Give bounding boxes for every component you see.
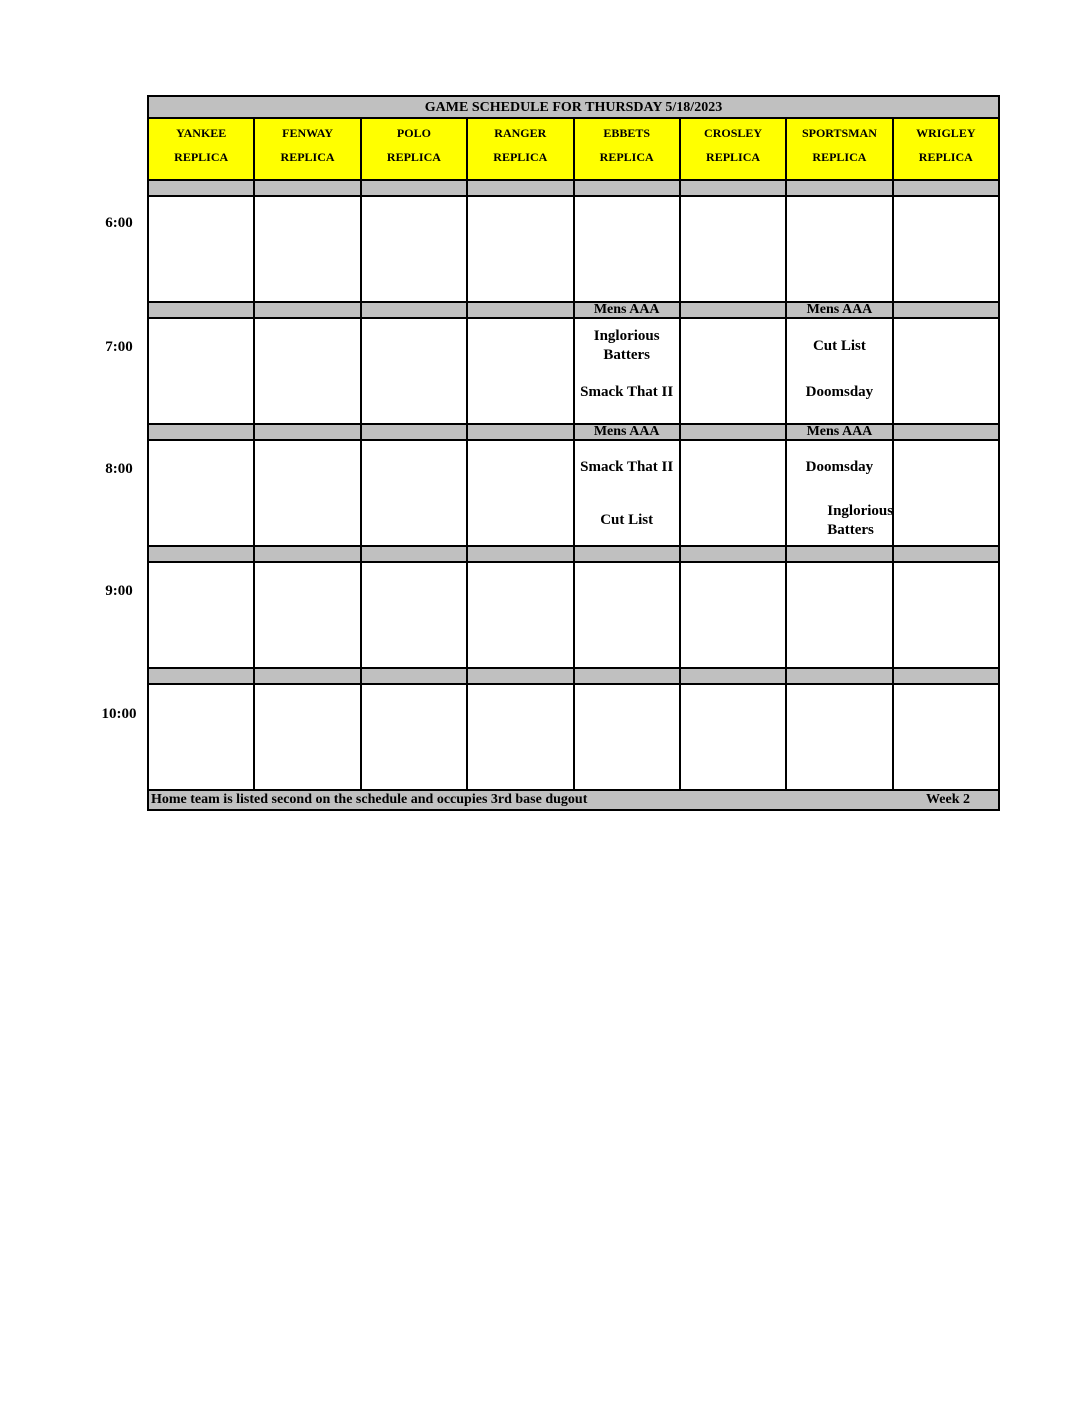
- game-cell: [468, 685, 572, 789]
- game-cell: [894, 319, 998, 423]
- footer-note: Home team is listed second on the schedule and occupies 3rd base dugout: [151, 792, 588, 807]
- separator-cell: [149, 547, 253, 561]
- field-header-sportsman: [787, 119, 891, 179]
- separator-row-6: [149, 181, 998, 195]
- game-cell: [894, 197, 998, 301]
- division-label-sportsman-7: Mens AAA: [787, 303, 891, 317]
- separator-cell: [575, 181, 679, 195]
- separator-cell: [894, 669, 998, 683]
- game-cell: [149, 441, 253, 545]
- game-cell-ebbets-8: [575, 441, 679, 545]
- field-sub: REPLICA: [493, 150, 548, 164]
- separator-cell: [362, 669, 466, 683]
- slot-row-8: [149, 441, 998, 545]
- game-cell: [681, 319, 785, 423]
- home-team: Inglorious Batters: [827, 503, 894, 538]
- field-name: YANKEE: [176, 126, 227, 140]
- separator-cell: [362, 547, 466, 561]
- field-header-ebbets: [575, 119, 679, 179]
- field-header-fenway: [255, 119, 359, 179]
- separator-cell: [894, 181, 998, 195]
- separator-cell: [894, 425, 998, 439]
- field-sub: REPLICA: [174, 150, 229, 164]
- separator-cell: [681, 425, 785, 439]
- game-cell: [149, 319, 253, 423]
- division-label-ebbets-7: Mens AAA: [575, 303, 679, 317]
- game-cell-sportsman-7: [787, 319, 891, 423]
- field-header-yankee: [149, 119, 253, 179]
- field-header-wrigley: [894, 119, 998, 179]
- game-cell: [468, 197, 572, 301]
- separator-cell: [681, 181, 785, 195]
- game-cell: [362, 197, 466, 301]
- field-name: SPORTSMAN: [801, 126, 877, 140]
- separator-row-10: [149, 669, 998, 683]
- away-team: Cut List: [812, 338, 866, 354]
- separator-cell: [255, 303, 359, 317]
- separator-cell: [255, 425, 359, 439]
- field-header-crosley: [681, 119, 785, 179]
- slot-row-10: [149, 685, 998, 789]
- separator-cell: [575, 669, 679, 683]
- home-team: Cut List: [600, 512, 654, 528]
- game-cell-ebbets-7: [575, 319, 679, 423]
- game-cell: [255, 563, 359, 667]
- away-team: Inglorious Batters: [593, 328, 660, 363]
- game-cell: [894, 563, 998, 667]
- home-team: Doomsday: [805, 384, 874, 400]
- game-cell: [468, 441, 572, 545]
- field-sub: REPLICA: [706, 150, 761, 164]
- separator-cell: [362, 181, 466, 195]
- field-name: POLO: [396, 126, 431, 140]
- separator-cell: [787, 669, 891, 683]
- separator-cell: [149, 425, 253, 439]
- game-cell: [575, 197, 679, 301]
- schedule-title: GAME SCHEDULE FOR THURSDAY 5/18/2023: [149, 97, 998, 119]
- separator-cell: [894, 303, 998, 317]
- field-header-ranger: [468, 119, 572, 179]
- slot-row-7: [149, 319, 998, 423]
- separator-cell: [468, 425, 572, 439]
- game-cell: [255, 685, 359, 789]
- separator-cell: [149, 669, 253, 683]
- field-sub: REPLICA: [812, 150, 867, 164]
- field-name: WRIGLEY: [916, 126, 976, 140]
- game-cell: [787, 197, 891, 301]
- game-cell: [894, 685, 998, 789]
- separator-cell: [681, 669, 785, 683]
- field-header-polo: [362, 119, 466, 179]
- field-name: CROSLEY: [704, 126, 763, 140]
- game-cell: [255, 197, 359, 301]
- game-cell: [681, 197, 785, 301]
- game-cell: [681, 441, 785, 545]
- field-name: RANGER: [494, 126, 547, 140]
- slot-row-9: [149, 563, 998, 667]
- game-cell: [681, 685, 785, 789]
- game-cell: [149, 685, 253, 789]
- game-cell: [149, 563, 253, 667]
- week-label: Week 2: [926, 792, 970, 807]
- separator-cell: [468, 181, 572, 195]
- game-cell: [362, 319, 466, 423]
- time-label-7: 7:00: [105, 339, 133, 355]
- game-cell: [255, 319, 359, 423]
- away-team: Smack That II: [580, 459, 674, 475]
- separator-cell: [894, 547, 998, 561]
- game-cell: [787, 563, 891, 667]
- division-label-sportsman-8: Mens AAA: [787, 425, 891, 439]
- separator-cell: [149, 303, 253, 317]
- time-label-9: 9:00: [105, 583, 133, 599]
- separator-cell: [468, 547, 572, 561]
- time-label-8: 8:00: [105, 461, 133, 477]
- separator-cell: [149, 181, 253, 195]
- separator-cell: [681, 547, 785, 561]
- separator-cell: [468, 303, 572, 317]
- separator-cell: [575, 547, 679, 561]
- field-sub: REPLICA: [280, 150, 335, 164]
- field-sub: REPLICA: [918, 150, 973, 164]
- game-cell: [575, 685, 679, 789]
- separator-cell: [468, 669, 572, 683]
- separator-cell: [681, 303, 785, 317]
- game-cell: [468, 563, 572, 667]
- home-team: Smack That II: [580, 384, 674, 400]
- game-cell: [894, 441, 998, 545]
- game-cell: [362, 563, 466, 667]
- field-name: EBBETS: [603, 126, 651, 140]
- field-header-row: [149, 119, 998, 179]
- separator-cell: [255, 669, 359, 683]
- separator-cell: [787, 181, 891, 195]
- game-cell: [681, 563, 785, 667]
- away-team: Doomsday: [805, 459, 874, 475]
- time-label-10: 10:00: [101, 706, 137, 722]
- field-sub: REPLICA: [599, 150, 654, 164]
- field-sub: REPLICA: [386, 150, 441, 164]
- game-cell: [787, 685, 891, 789]
- separator-row-7: [149, 303, 998, 317]
- schedule-footer: [149, 789, 998, 809]
- separator-cell: [787, 547, 891, 561]
- separator-cell: [255, 181, 359, 195]
- game-cell: [362, 441, 466, 545]
- separator-row-9: [149, 547, 998, 561]
- schedule-table: [147, 95, 1000, 811]
- division-label-ebbets-8: Mens AAA: [575, 425, 679, 439]
- separator-cell: [362, 303, 466, 317]
- time-label-6: 6:00: [105, 215, 133, 231]
- separator-row-8: [149, 425, 998, 439]
- game-cell: [468, 319, 572, 423]
- game-cell-sportsman-8: [787, 441, 894, 545]
- slot-row-6: [149, 197, 998, 301]
- game-cell: [255, 441, 359, 545]
- game-cell: [362, 685, 466, 789]
- separator-cell: [255, 547, 359, 561]
- separator-cell: [362, 425, 466, 439]
- game-cell: [575, 563, 679, 667]
- field-name: FENWAY: [282, 126, 334, 140]
- game-cell: [149, 197, 253, 301]
